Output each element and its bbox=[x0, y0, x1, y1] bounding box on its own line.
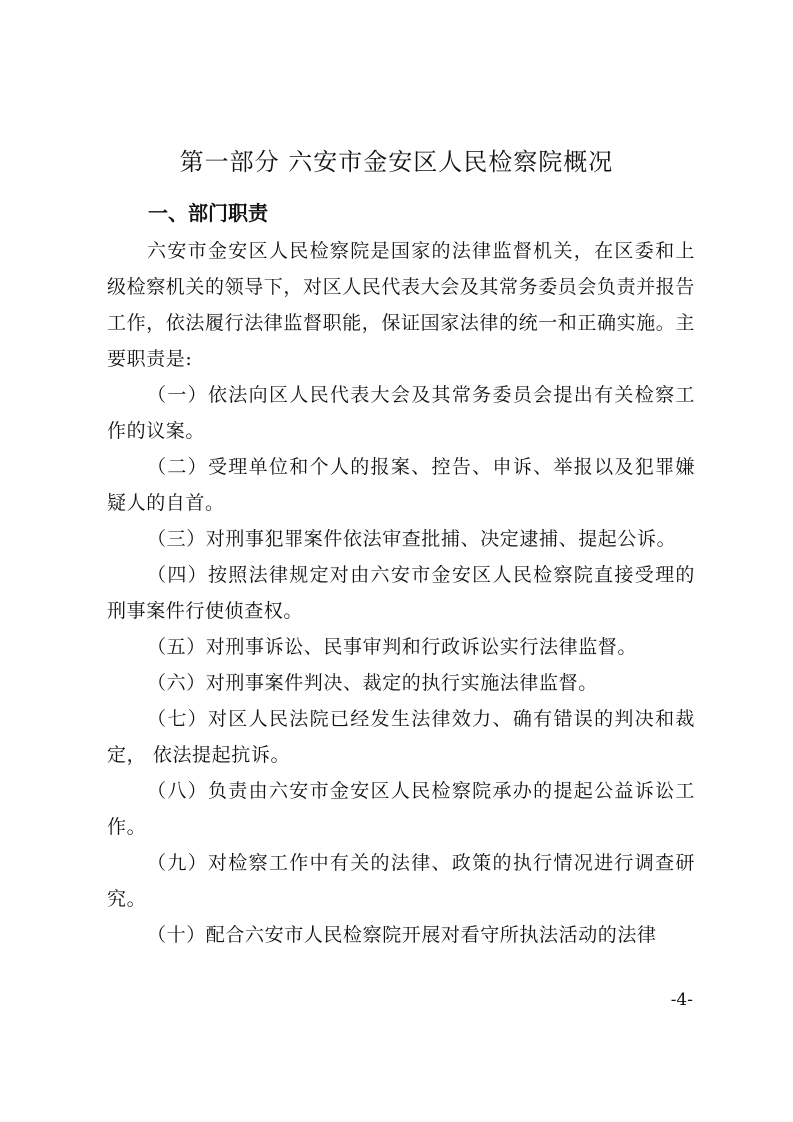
duty-item-9: （九）对检察工作中有关的法律、政策的执行情况进行调查研究。 bbox=[107, 852, 695, 910]
duty-item-8: （八）负责由六安市金安区人民检察院承办的提起公益诉讼工作。 bbox=[107, 780, 695, 838]
page-title: 第一部分 六安市金安区人民检察院概况 bbox=[179, 148, 614, 176]
duty-item-1: （一）依法向区人民代表大会及其常务委员会提出有关检察工作的议案。 bbox=[107, 384, 695, 442]
duty-item-2: （二）受理单位和个人的报案、控告、申诉、举报以及犯罪嫌疑人的自首。 bbox=[107, 456, 695, 514]
duty-item-4: （四）按照法律规定对由六安市金安区人民检察院直接受理的刑事案件行使侦查权。 bbox=[107, 564, 695, 622]
duty-item-5: （五）对刑事诉讼、民事审判和行政诉讼实行法律监督。 bbox=[147, 636, 638, 658]
intro-paragraph: 六安市金安区人民检察院是国家的法律监督机关，在区委和上级检察机关的领导下，对区人民代表大会及其常务委员会负责并报告工作，依法履行法律监督职能，保证国家法律的统一和正确实施。主要职责是: bbox=[107, 240, 696, 370]
page-number: -4- bbox=[670, 990, 693, 1010]
duty-item-7: （七）对区人民法院已经发生法律效力、确有错误的判决和裁定， 依法提起抗诉。 bbox=[107, 708, 695, 766]
section-heading: 一、部门职责 bbox=[148, 201, 268, 225]
duty-item-6: （六）对刑事案件判决、裁定的执行实施法律监督。 bbox=[147, 672, 598, 694]
duty-item-3: （三）对刑事犯罪案件依法审查批捕、决定逮捕、提起公诉。 bbox=[147, 528, 677, 550]
duty-item-10: （十）配合六安市人民检察院开展对看守所执法活动的法律 bbox=[147, 924, 657, 946]
body-text bbox=[107, 233, 695, 953]
